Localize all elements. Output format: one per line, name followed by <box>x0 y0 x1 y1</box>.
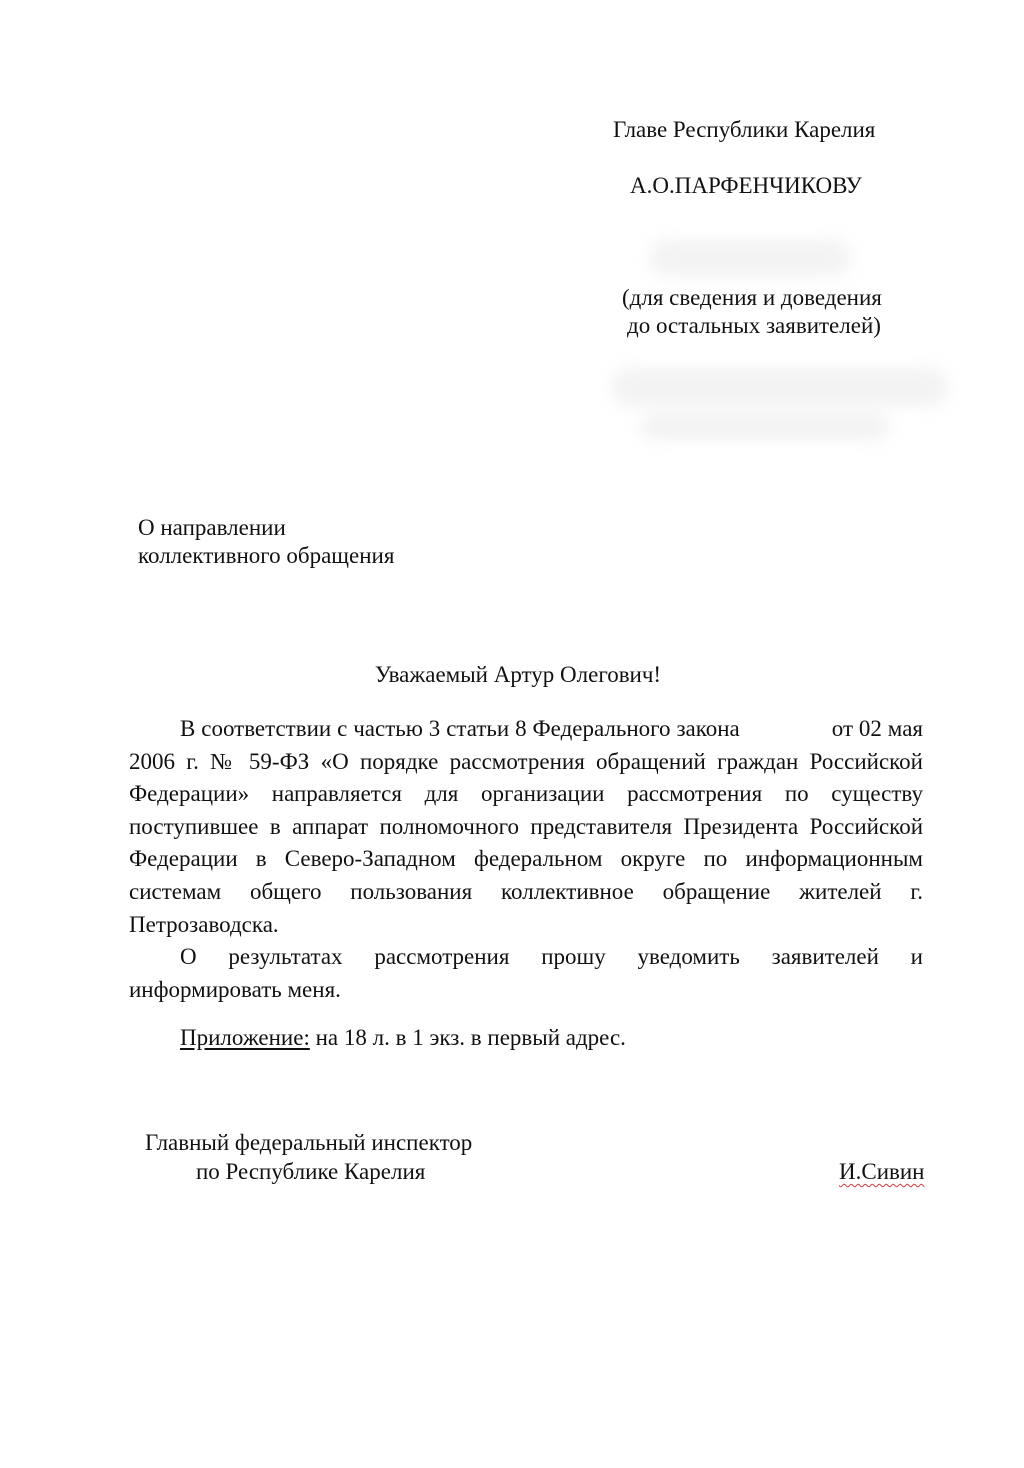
addressee-note-line1: (для сведения и доведения <box>622 285 882 310</box>
body-paragraph <box>129 713 923 941</box>
body-paragraph: О результатах рассмотрения прошу уведомить заявителей и информировать меня. <box>129 944 923 1002</box>
addressee-name: А.О.ПАРФЕНЧИКОВУ <box>630 173 862 198</box>
addressee-title: Главе Республики Карелия <box>613 117 876 142</box>
letter-body <box>129 713 923 1006</box>
attachment-label: Приложение: <box>180 1025 310 1050</box>
redacted-area <box>640 412 890 440</box>
subject-line: коллективного обращения <box>138 543 395 568</box>
signatory-region: по Республике Карелия <box>196 1159 426 1184</box>
attachment-line <box>180 1022 626 1054</box>
addressee-note-line2: до остальных заявителей) <box>627 313 881 338</box>
signatory-name: И.Сивин <box>839 1159 925 1184</box>
body-paragraph-part: В соответствии с частью 3 статьи 8 Федерального закона <box>180 716 740 741</box>
subject-line: О направлении <box>138 515 286 540</box>
letter-subject <box>138 514 394 570</box>
attachment-text: на 18 л. в 1 экз. в первый адрес. <box>309 1025 626 1050</box>
signatory-title: Главный федеральный инспектор <box>145 1130 473 1155</box>
greeting: Уважаемый Артур Олегович! <box>374 662 662 687</box>
redacted-area <box>612 368 947 406</box>
body-paragraph-part: от 02 мая 2006 г. № 59-ФЗ «О порядке рассмотрения обращений граждан Российской Федерации» направляется для организации рассмотрения по существу поступившее в аппарат полномочного представителя Президента Российской Федерации в Северо-Западном федеральном округе по информационным системам общего пользования коллективное обращение жителей г. Петрозаводска. <box>129 716 923 937</box>
redacted-area <box>650 240 850 276</box>
